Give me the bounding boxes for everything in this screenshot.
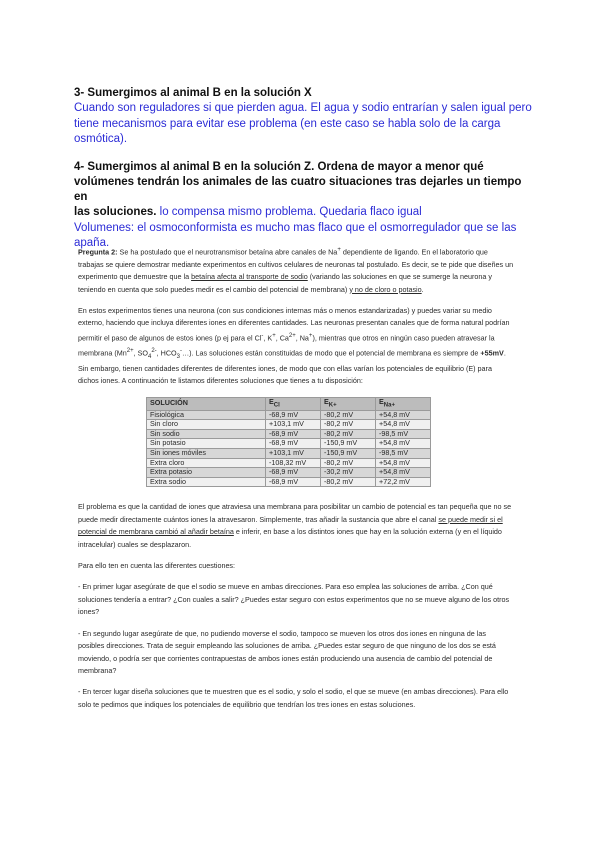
question-4-answer-line-1: Volumenes: el osmoconformista es mucho mas flaco que el osmorregulador que se las	[74, 221, 517, 234]
sub-so4: 4	[147, 353, 152, 360]
table-cell-value: -68,9 mV	[266, 439, 321, 449]
exp-text-d: , Na	[295, 333, 309, 343]
intro-text-d: .	[421, 284, 424, 294]
exp-text-a: En estos experimentos tienes una neurona (con sus condiciones internas más o menos estandarizadas) y puedes variar su medio externo, haciendo que incluya diferentes iones en diferentes cantidades. Las neuronas presentan canales que de forma natural podrían permitir el paso de algunos de estos iones (p ej para el Cl	[78, 306, 510, 343]
question-4-heading-line-2: volúmenes tendrán los animales de las cuatro situaciones tras dejarles un tiempo en	[74, 176, 522, 203]
table-cell-value: -68,9 mV	[266, 410, 321, 420]
sup-plus: +	[337, 247, 341, 253]
col-header-ena-e: E	[379, 396, 384, 406]
sup-mn: 2+	[126, 347, 134, 354]
sup-k: +	[272, 332, 276, 339]
question-3-heading: 3- Sumergimos al animal B en la solución X	[74, 87, 312, 99]
table-cell-value: +54,8 mV	[376, 468, 431, 478]
table-cell-value: -80,2 mV	[321, 420, 376, 430]
col-header-solucion: SOLUCIÓN	[147, 397, 266, 410]
sup-cl: -	[261, 332, 264, 339]
exp-text-h: …). Las soluciones están constituidas de modo que el potencial de membrana es siempre de	[181, 348, 481, 358]
scanned-excerpt-pregunta-2	[78, 244, 514, 720]
exp-text-i: . Sin embargo, tienen cantidades diferentes de diferentes iones, de modo que con ellas varían los potenciales de equilibrio (E) para dichos iones. A continuación te listamos diferentes soluciones que tienes a tu disposición:	[78, 348, 506, 386]
question-3-answer-line-2: tiene mecanismos para evitar ese problema (en este caso se habla solo de la carga	[74, 117, 501, 130]
solutions-table	[146, 397, 431, 488]
consideration-2: - En segundo lugar asegúrate de que, no pudiendo moverse el sodio, tampoco se mueven los otros dos iones en ninguna de las posibles direcciones. Trata de seguir empleando las soluciones de arriba. ¿Puedes estar seguro de que ninguno de los dos se está moviendo, o podría ser que corrientes contrapuestas de ambos iones están produciendo una ausencia de cambio del potencial de membrana?	[78, 628, 496, 675]
intro-text-b: dependiente de ligando. En el laboratorio que trabajas se quiere demostrar mediante experimentos en cultivos celulares de neuronas tal postulado. Es decir, se te pide que diseñes un experimento que demuestre que la	[78, 247, 514, 282]
table-cell-value: -108,32 mV	[266, 458, 321, 468]
problem-paragraph	[78, 501, 514, 551]
consideration-3: - En tercer lugar diseña soluciones que te muestren que es el sodio, y solo el sodio, el que se mueve (en ambas direcciones). Para ello solo te pedimos que indiques los potenciales de equilibrio que tendrían los tres iones en estas soluciones.	[78, 687, 509, 709]
table-cell-value: -98,5 mV	[376, 449, 431, 459]
col-header-ek-sub: K+	[328, 402, 337, 409]
question-4-answer-inline: lo compensa mismo problema. Quedaria flaco igual	[156, 206, 422, 218]
exp-text-f: , SO	[133, 348, 148, 358]
intro-underline-1: betaína afecta al transporte de sodio	[191, 272, 308, 282]
table-cell-value: -98,5 mV	[376, 429, 431, 439]
considerations-intro: Para ello ten en cuenta las diferentes cuestiones:	[78, 561, 236, 571]
pregunta-2-intro	[78, 244, 514, 296]
table-cell-value: -80,2 mV	[321, 429, 376, 439]
table-cell-value: -80,2 mV	[321, 410, 376, 420]
table-row	[147, 468, 431, 478]
col-header-ecl-e: E	[269, 396, 274, 406]
table-cell-solution: Extra potasio	[147, 468, 266, 478]
table-cell-solution: Fisiológica	[147, 410, 266, 420]
table-cell-solution: Extra cloro	[147, 458, 266, 468]
exp-text-g: , HCO	[156, 348, 177, 358]
table-cell-value: -68,9 mV	[266, 468, 321, 478]
table-cell-value: -150,9 mV	[321, 449, 376, 459]
col-header-ena-sub: Na+	[383, 402, 395, 409]
table-cell-value: +72,2 mV	[376, 477, 431, 487]
table-cell-value: +54,8 mV	[376, 420, 431, 430]
table-cell-solution: Sin iones móviles	[147, 449, 266, 459]
table-cell-value: -30,2 mV	[321, 468, 376, 478]
col-header-ek-e: E	[324, 396, 329, 406]
problem-text-b: e inferir, en base a los distintos iones que hay en la solución externa (y en el líquido intracelular) cuales se desplazaron.	[78, 527, 502, 549]
question-3	[74, 86, 534, 148]
question-4-heading-line-1: 4- Sumergimos al animal B en la solución Z. Ordena de mayor a menor qué	[74, 161, 484, 173]
solutions-table-body	[147, 410, 431, 487]
intro-underline-2: y no de cloro o potasio	[349, 284, 422, 294]
exp-text-c: , Ca	[275, 333, 289, 343]
exp-text-e: ), mientras que otros en ningún caso pueden atravesar la membrana (Mn	[78, 333, 495, 358]
question-4	[74, 160, 534, 252]
question-4-heading-tail: las soluciones.	[74, 206, 157, 218]
col-header-ek	[321, 397, 376, 410]
table-cell-value: +103,1 mV	[266, 449, 321, 459]
table-row	[147, 477, 431, 487]
pregunta-2-label: Pregunta 2:	[78, 247, 118, 257]
question-4-answer-line-2: apaña.	[74, 237, 110, 249]
sub-hco3: 3	[176, 353, 180, 360]
table-cell-solution: Sin potasio	[147, 439, 266, 449]
table-cell-value: -68,9 mV	[266, 477, 321, 487]
table-cell-solution: Extra sodio	[147, 477, 266, 487]
col-header-ecl	[266, 397, 321, 410]
question-4-heading-line-3	[74, 205, 534, 221]
table-cell-value: -80,2 mV	[321, 458, 376, 468]
table-cell-value: -68,9 mV	[266, 429, 321, 439]
table-cell-value: +54,8 mV	[376, 458, 431, 468]
question-3-answer-line-3: osmótica).	[74, 133, 128, 145]
experiment-paragraph	[78, 305, 514, 388]
sup-na: +	[308, 332, 313, 339]
table-cell-solution: Sin cloro	[147, 420, 266, 430]
col-header-ecl-sub: Cl	[273, 402, 280, 409]
table-cell-value: +54,8 mV	[376, 439, 431, 449]
table-row	[147, 420, 431, 430]
sup-hco3: -	[179, 347, 182, 354]
table-cell-value: -80,2 mV	[321, 477, 376, 487]
problem-text-a: El problema es que la cantidad de iones que atraviesa una membrana para posibilitar un cambio de potencial es tan pequeña que no se puede medir directamente cuántos iones la atravesaron. Simplemente, tras añadir la sustancia que abre el canal	[78, 502, 512, 524]
table-cell-value: -150,9 mV	[321, 439, 376, 449]
spacer	[78, 487, 514, 501]
solutions-table-header	[147, 397, 431, 410]
exp-bold-voltage: +55mV	[480, 348, 504, 358]
table-cell-value: +103,1 mV	[266, 420, 321, 430]
consideration-1: - En primer lugar asegúrate de que el sodio se mueve en ambas direcciones. Para eso emplea las soluciones de arriba. ¿Con qué soluciones tendería a entrar? ¿Con cuales a salir? ¿Puedes estar seguro con estos experimentos que no se mueve alguno de los otros iones?	[78, 582, 510, 617]
col-header-ena	[376, 397, 431, 410]
table-cell-solution: Sin sodio	[147, 429, 266, 439]
sup-ca: 2+	[288, 332, 296, 339]
intro-text-a: Se ha postulado que el neurotransmisor betaína abre canales de Na	[117, 247, 338, 257]
table-cell-value: +54,8 mV	[376, 410, 431, 420]
intro-text-c: (variando las soluciones en que se sumerge la neurona y teniendo en cuenta que solo puedes medir es el cambio del potencial de membrana)	[78, 272, 492, 294]
exp-text-b: , K	[263, 333, 273, 343]
question-3-answer-line-1: Cuando son reguladores si que pierden agua. El agua y sodio entrarían y salen igual pero	[74, 102, 532, 114]
sup-so4: 2-	[151, 347, 157, 354]
table-row	[147, 449, 431, 459]
problem-underline: se puede medir si el potencial de membrana cambió al añadir betaína	[78, 514, 503, 537]
